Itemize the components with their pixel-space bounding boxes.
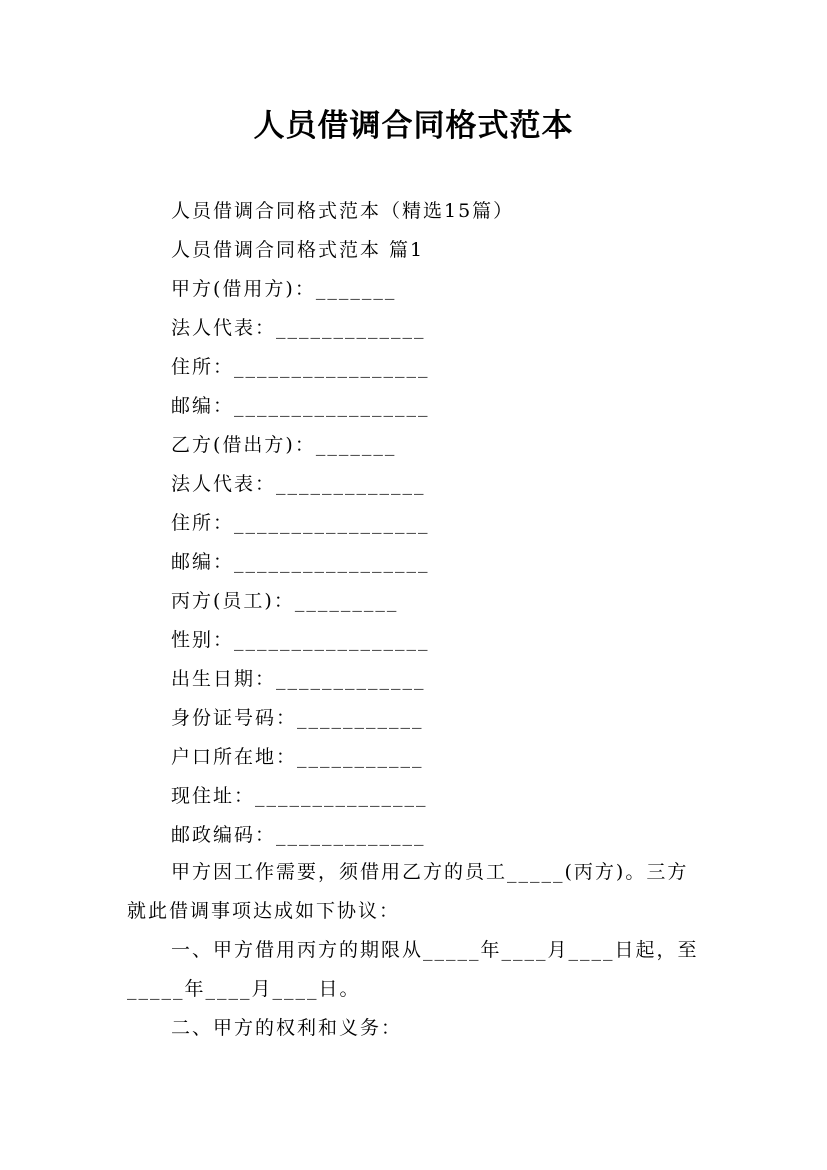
gender-field: 性别：_________________ <box>171 629 430 651</box>
party-a-legal-rep-field: 法人代表：_____________ <box>171 317 426 339</box>
party-a-address-field: 住所：_________________ <box>171 356 430 378</box>
birth-date-field: 出生日期：_____________ <box>171 668 426 690</box>
party-b-address-field: 住所：_________________ <box>171 512 430 534</box>
clause-two-heading: 二、甲方的权利和义务： <box>171 1017 403 1039</box>
document-subtitle: 人员借调合同格式范本（精选15篇） <box>171 200 515 222</box>
section-heading: 人员借调合同格式范本 篇1 <box>171 239 425 261</box>
party-a-field: 甲方(借用方)：_______ <box>171 278 397 300</box>
party-b-legal-rep-field: 法人代表：_____________ <box>171 473 426 495</box>
current-address-field: 现住址：_______________ <box>171 785 428 807</box>
household-register-field: 户口所在地：___________ <box>171 746 424 768</box>
document-title: 人员借调合同格式范本 <box>253 108 574 144</box>
party-b-postcode-field: 邮编：_________________ <box>171 551 430 573</box>
clause-one-paragraph: 一、甲方借用丙方的期限从_____年____月____日起，至_____年____月____日。 <box>127 939 699 1000</box>
id-number-field: 身份证号码：___________ <box>171 707 424 729</box>
party-b-field: 乙方(借出方)：_______ <box>171 434 397 456</box>
agreement-intro-paragraph: 甲方因工作需要，须借用乙方的员工_____(丙方)。三方就此借调事项达成如下协议： <box>127 861 689 922</box>
party-a-postcode-field: 邮编：_________________ <box>171 395 430 417</box>
party-c-field: 丙方(员工)：_________ <box>171 590 399 612</box>
postal-code-field: 邮政编码：_____________ <box>171 824 426 846</box>
